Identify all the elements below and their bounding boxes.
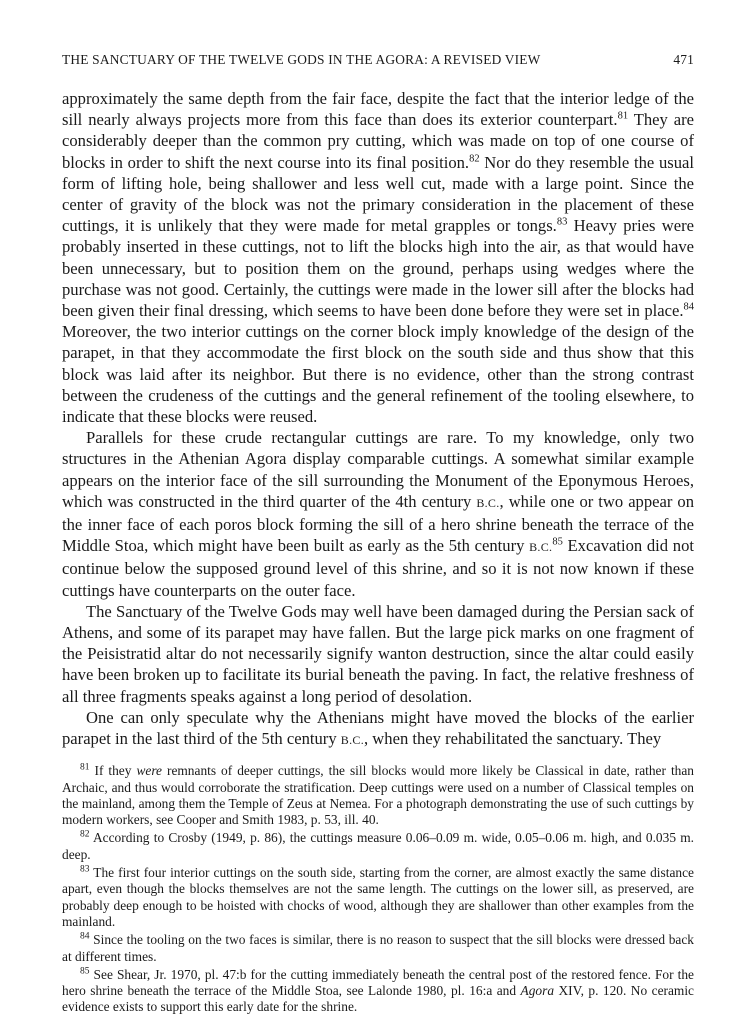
footnote-ref-81[interactable]: 81 (617, 110, 629, 122)
paragraph-2 (62, 427, 694, 601)
footnote-number: 82 (80, 830, 90, 841)
text-run: Nor do they resemble the usual form of lifting hole, being shallower and less well cut, made with a large point. Since the center of gravity of the block was not the primary consideration in the placement of these cuttings, it is unlikely that they were made for metal grapples or tongs. (62, 152, 694, 236)
footnote-number: 81 (80, 762, 90, 773)
text-run: See Shear, Jr. 1970, pl. 47:b for the cutting immediately beneath the central post of the restored fence. For the hero shrine beneath the terrace of the Middle Stoa, see Lalonde 1980, pl. 16:a and (62, 966, 694, 999)
text-run: The first four interior cuttings on the south side, starting from the corner, are almost exactly the same distance apart, even though the blocks themselves are not the same length. The cuttings on the lower sill, as preserved, are probably deep enough to be hoisted with chocks of wood, although they are shallower than other examples from the mainland. (62, 865, 694, 929)
text-run: Moreover, the two interior cuttings on the corner block imply knowledge of the design of the parapet, in that they accommodate the first block on the south side and thus show that this block was laid after its neighbor. But there is no evidence, other than the strong contrast between the crudeness of the cuttings and the general refinement of the tooling elsewhere, to indicate that these blocks were reused. (62, 322, 694, 427)
footnote-number: 84 (80, 931, 90, 942)
text-run: Since the tooling on the two faces is similar, there is no reason to suspect that the sill blocks were dressed back at different times. (62, 932, 694, 964)
emphasis: Agora (520, 983, 555, 999)
footnote-82 (62, 830, 694, 863)
text-run: Excavation did not continue below the supposed ground level of this shrine, and so it is not now known if these cuttings have counterparts on the outer face. (62, 536, 695, 600)
text-run: According to Crosby (1949, p. 86), the cuttings measure 0.06–0.09 m. wide, 0.05–0.06 m. high, and 0.035 m. deep. (62, 830, 694, 862)
paragraph-1 (62, 88, 694, 427)
text-run: XIV, p. 120. No ceramic evidence exists to support this early date for the shrine. (62, 983, 694, 1015)
text-run: , when they rehabilitated the sanctuary. They (364, 729, 662, 749)
text-run: approximately the same depth from the fair face, despite the fact that the interior ledge of the sill nearly always projects more from this face than does its exterior counterpart. (62, 89, 694, 130)
footnote-ref-85[interactable]: 85 (552, 536, 563, 548)
footnote-81 (62, 763, 694, 828)
text-run: Heavy pries were probably inserted in these cuttings, not to lift the blocks high into the air, as that would have been unnecessary, but to position them on the ground, perhaps using wedges where the purchase was not good. Certainly, the cuttings were made in the lower sill after the blocks had been given their final dressing, which seems to have been done before they were set in place. (62, 216, 695, 321)
main-text (62, 88, 694, 751)
footnote-number: 83 (80, 864, 90, 875)
text-run: If they (89, 763, 137, 779)
running-title: THE SANCTUARY OF THE TWELVE GODS IN THE AGORA: A REVISED VIEW (62, 52, 541, 67)
page (62, 48, 694, 1018)
footnote-ref-83[interactable]: 83 (556, 216, 568, 228)
page-number: 471 (673, 52, 694, 67)
footnotes (62, 763, 694, 1015)
era-abbrev: B.C. (476, 495, 500, 510)
paragraph-3: The Sanctuary of the Twelve Gods may well have been damaged during the Persian sack of Athens, and some of its parapet may have fallen. But the large pick marks on one fragment of the Peisistratid altar do not necessarily signify wanton destruction, since the altar could easily have been broken up to facilitate its burial beneath the paving. In fact, the relative freshness of all three fragments speaks against a long period of desolation. (62, 601, 694, 706)
era-abbrev: B.C. (529, 540, 553, 555)
text-run: They are considerably deeper than the common pry cutting, which was made on top of one course of blocks in order to shift the next course into its final position. (62, 110, 694, 172)
footnote-85 (62, 967, 694, 1016)
text-run: remnants of deeper cuttings, the sill blocks would more likely be Classical in date, rather than Archaic, and thus would corroborate the stratification. Deep cuttings were used on a number of Classical temples on the mainland, among them the Temple of Zeus at Nemea. For a photograph demonstrating the use of such cuttings by modern workers, see Cooper and Smith 1983, p. 53, ill. 40. (62, 763, 694, 828)
footnote-83 (62, 865, 694, 930)
footnote-ref-84[interactable]: 84 (683, 301, 694, 313)
era-abbrev: B.C. (340, 733, 364, 748)
running-header (62, 48, 694, 72)
footnote-number: 85 (80, 966, 90, 977)
footnote-ref-82[interactable]: 82 (469, 153, 480, 165)
text-run: One can only speculate why the Athenians might have moved the blocks of the earlier parapet in the last third of the 5th century (62, 707, 694, 749)
paragraph-4 (62, 707, 694, 751)
emphasis: were (136, 763, 162, 779)
footnote-84 (62, 932, 694, 965)
text-run: , while one or two appear on the inner face of each poros block forming the sill of a hero shrine beneath the terrace of the Middle Stoa, which might have been built as early as the 5th century (62, 491, 694, 556)
text-run: Parallels for these crude rectangular cuttings are rare. To my knowledge, only two structures in the Athenian Agora display comparable cuttings. A somewhat similar example appears on the interior face of the sill surrounding the Monument of the Eponymous Heroes, which was constructed in the third quarter of the 4th century (62, 428, 694, 511)
